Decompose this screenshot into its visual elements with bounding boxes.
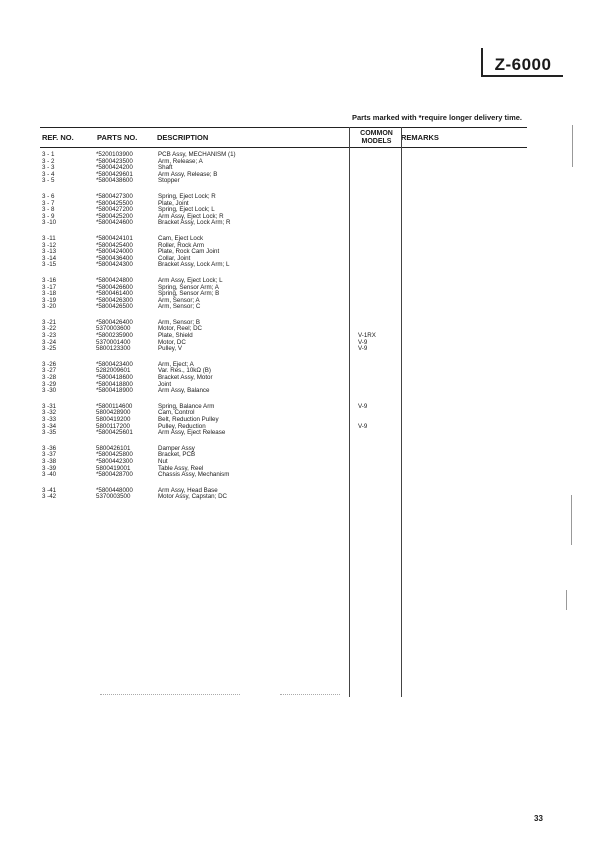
column-header-parts: PARTS NO.	[97, 133, 138, 142]
parts-table-body	[40, 152, 527, 510]
cell-part-number: *5800429601	[96, 170, 133, 178]
row-group	[40, 152, 527, 185]
cell-part-number: *5800461400	[96, 290, 133, 298]
cell-ref: 3 -27	[42, 367, 57, 375]
cell-ref: 3 -16	[42, 276, 57, 284]
cell-description: Damper Assy	[158, 444, 195, 452]
scan-mark	[571, 495, 572, 545]
model-title: Z-6000	[494, 54, 552, 74]
cell-part-number: 5370003500	[96, 493, 131, 501]
cell-part-number: 5800426101	[96, 444, 131, 452]
cell-description: Shaft	[158, 164, 173, 172]
cell-description: Nut	[158, 457, 168, 465]
cell-part-number: *5800423500	[96, 157, 133, 165]
table-header	[40, 127, 527, 148]
scan-mark	[572, 125, 573, 167]
cell-ref: 3 -35	[42, 429, 57, 437]
cell-description: Arm, Sensor; C	[158, 303, 201, 311]
cell-part-number: *5800425601	[96, 429, 133, 437]
cell-ref: 3 -10	[42, 219, 57, 227]
cell-ref: 3 -24	[42, 338, 57, 346]
cell-ref: 3 - 1	[42, 151, 55, 158]
cell-part-number: *5800438600	[96, 177, 133, 185]
cell-ref: 3 -33	[42, 416, 57, 423]
table-row	[40, 430, 527, 437]
cell-part-number: *5800424800	[96, 276, 133, 284]
cell-ref: 3 -32	[42, 409, 57, 417]
row-group	[40, 194, 527, 227]
cell-ref: 3 -41	[42, 486, 57, 494]
cell-description: Cam, Eject Lock	[158, 234, 204, 242]
cell-ref: 3 -28	[42, 374, 57, 382]
cell-ref: 3 -18	[42, 290, 57, 298]
cell-description: Pulley, Reduction	[158, 422, 206, 430]
cell-description: Bracket Assy, Lock Arm; R	[158, 219, 231, 227]
cell-part-number: *5800114600	[96, 402, 133, 410]
cell-part-number: 5800419200	[96, 416, 131, 423]
cell-ref: 3 -25	[42, 345, 57, 353]
cell-ref: 3 -15	[42, 261, 57, 269]
cell-description: Plate, Shield	[158, 332, 193, 340]
row-group	[40, 236, 527, 269]
cell-ref: 3 -14	[42, 254, 57, 262]
cell-description: Arm, Eject; A	[158, 360, 194, 368]
cell-part-number: *5800426400	[96, 318, 133, 326]
cell-ref: 3 -13	[42, 248, 57, 256]
cell-ref: 3 - 5	[42, 177, 55, 185]
cell-ref: 3 -40	[42, 471, 57, 479]
cell-ref: 3 - 9	[42, 212, 55, 220]
cell-ref: 3 -17	[42, 283, 57, 291]
cell-part-number: *5800426300	[96, 296, 133, 304]
model-title-box	[481, 48, 563, 77]
cell-ref: 3 -12	[42, 241, 57, 249]
cell-part-number: *5800427300	[96, 192, 133, 200]
table-row	[40, 472, 527, 479]
cell-description: Stopper	[158, 177, 180, 185]
cell-part-number: *5800423400	[96, 360, 133, 368]
cell-description: Cam, Control	[158, 409, 195, 417]
cell-description: Chassis Assy, Mechanism	[158, 471, 230, 479]
cell-description: Spring, Sensor Arm; A	[158, 283, 219, 291]
cell-ref: 3 -20	[42, 303, 57, 311]
cell-description: Var. Res., 10kΩ (B)	[158, 367, 211, 375]
cell-description: Spring, Eject Lock; L	[158, 206, 215, 214]
cell-ref: 3 -42	[42, 493, 57, 501]
cell-ref: 3 - 2	[42, 157, 55, 165]
table-row	[40, 388, 527, 395]
cell-description: Spring, Eject Lock; R	[158, 192, 216, 200]
cell-ref: 3 -37	[42, 451, 57, 459]
cell-description: Arm Assy, Balance	[158, 387, 210, 395]
column-header-description: DESCRIPTION	[157, 133, 209, 142]
cell-ref: 3 - 7	[42, 199, 55, 207]
cell-description: Bracket Assy, Lock Arm; L	[158, 261, 230, 269]
cell-part-number: 5370003600	[96, 325, 131, 333]
table-row	[40, 494, 527, 501]
table-row	[40, 262, 527, 269]
row-group	[40, 488, 527, 501]
row-group	[40, 446, 527, 479]
scan-mark	[566, 590, 567, 610]
cell-description: Joint	[158, 380, 172, 388]
cell-description: Bracket Assy, Motor	[158, 374, 213, 382]
page-number: 33	[534, 814, 543, 823]
cell-part-number: *5800418800	[96, 380, 133, 388]
cell-common-models: V-9	[358, 338, 368, 346]
scan-mark	[280, 694, 340, 695]
cell-description: Arm, Release; A	[158, 157, 203, 165]
cell-description: Motor, DC	[158, 338, 186, 346]
cell-description: Plate, Joint	[158, 199, 189, 207]
cell-part-number: *5800425500	[96, 199, 133, 207]
cell-part-number: *5800448000	[96, 486, 133, 494]
cell-part-number: *5800424000	[96, 248, 133, 256]
cell-part-number: 5800419001	[96, 464, 131, 472]
cell-part-number: *5800425400	[96, 241, 133, 249]
cell-part-number: *5800427200	[96, 206, 133, 214]
cell-ref: 3 - 4	[42, 170, 55, 178]
cell-ref: 3 -38	[42, 457, 57, 465]
cell-description: Pulley, V	[158, 345, 182, 353]
cell-description: Arm Assy, Head Base	[158, 486, 218, 494]
cell-ref: 3 - 8	[42, 206, 55, 214]
cell-ref: 3 -39	[42, 464, 57, 472]
column-header-remarks: REMARKS	[401, 133, 439, 142]
cell-part-number: *5800424200	[96, 164, 133, 172]
cell-description: Arm Assy, Eject Lock; R	[158, 212, 224, 220]
cell-description: Bracket, PCB	[158, 451, 196, 459]
cell-description: PCB Assy, MECHANISM (1)	[158, 151, 236, 158]
cell-part-number: *5800424101	[96, 234, 133, 242]
cell-part-number: *5800428700	[96, 471, 133, 479]
cell-description: Plate, Rock Cam Joint	[158, 248, 220, 256]
cell-ref: 3 -23	[42, 332, 57, 340]
cell-part-number: *5800436400	[96, 254, 133, 262]
cell-ref: 3 -30	[42, 387, 57, 395]
table-row	[40, 304, 527, 311]
cell-part-number: *5800426600	[96, 283, 133, 291]
cell-description: Belt, Reduction Pulley	[158, 416, 219, 423]
row-group	[40, 320, 527, 353]
row-group	[40, 278, 527, 311]
cell-description: Arm Assy, Eject Release	[158, 429, 226, 437]
cell-part-number: *5800425200	[96, 212, 133, 220]
cell-part-number: *5800418900	[96, 387, 133, 395]
column-header-ref: REF. NO.	[42, 133, 74, 142]
cell-ref: 3 -36	[42, 444, 57, 452]
cell-description: Arm Assy, Release; B	[158, 170, 218, 178]
cell-part-number: *5800426500	[96, 303, 133, 311]
cell-ref: 3 -29	[42, 380, 57, 388]
scan-mark	[100, 694, 240, 695]
cell-part-number: *5800424300	[96, 261, 133, 269]
cell-part-number: *5800425800	[96, 451, 133, 459]
delivery-note: Parts marked with *require longer delivery time.	[351, 113, 522, 122]
cell-common-models: V-9	[358, 402, 368, 410]
cell-description: Arm, Sensor; A	[158, 296, 200, 304]
cell-part-number: 5282009601	[96, 367, 131, 375]
cell-description: Motor Assy, Capstan; DC	[158, 493, 228, 501]
cell-part-number: 5800123300	[96, 345, 131, 353]
cell-part-number: *5200103900	[96, 151, 133, 158]
cell-ref: 3 -22	[42, 325, 57, 333]
cell-common-models: V-9	[358, 422, 368, 430]
cell-part-number: 5800117200	[96, 422, 130, 430]
cell-ref: 3 - 3	[42, 164, 55, 172]
row-group	[40, 404, 527, 437]
cell-part-number: *5800235900	[96, 332, 133, 340]
cell-description: Table Assy, Reel	[158, 464, 204, 472]
cell-description: Collar, Joint	[158, 254, 191, 262]
cell-description: Motor, Reel; DC	[158, 325, 203, 333]
cell-description: Spring, Sensor Arm; B	[158, 290, 220, 298]
cell-ref: 3 - 6	[42, 192, 55, 200]
cell-part-number: *5800424600	[96, 219, 133, 227]
cell-ref: 3 -31	[42, 402, 57, 410]
cell-description: Roller, Rock Arm	[158, 241, 205, 249]
cell-part-number: 5800428900	[96, 409, 131, 417]
cell-part-number: 5370001400	[96, 338, 131, 346]
cell-common-models: V-1RX	[358, 332, 376, 340]
column-header-common-models: COMMON MODELS	[360, 129, 393, 145]
cell-description: Arm, Sensor; B	[158, 318, 200, 326]
cell-part-number: *5800442300	[96, 457, 133, 465]
table-row	[40, 346, 527, 353]
cell-description: Spring, Balance Arm	[158, 402, 215, 410]
cell-ref: 3 -26	[42, 360, 57, 368]
cell-ref: 3 -19	[42, 296, 57, 304]
table-row	[40, 178, 527, 185]
table-row	[40, 220, 527, 227]
cell-ref: 3 -11	[42, 234, 56, 242]
cell-ref: 3 -21	[42, 318, 57, 326]
cell-ref: 3 -34	[42, 422, 57, 430]
cell-common-models: V-9	[358, 345, 368, 353]
cell-description: Arm Assy, Eject Lock; L	[158, 276, 223, 284]
row-group	[40, 362, 527, 395]
cell-part-number: *5800418600	[96, 374, 133, 382]
